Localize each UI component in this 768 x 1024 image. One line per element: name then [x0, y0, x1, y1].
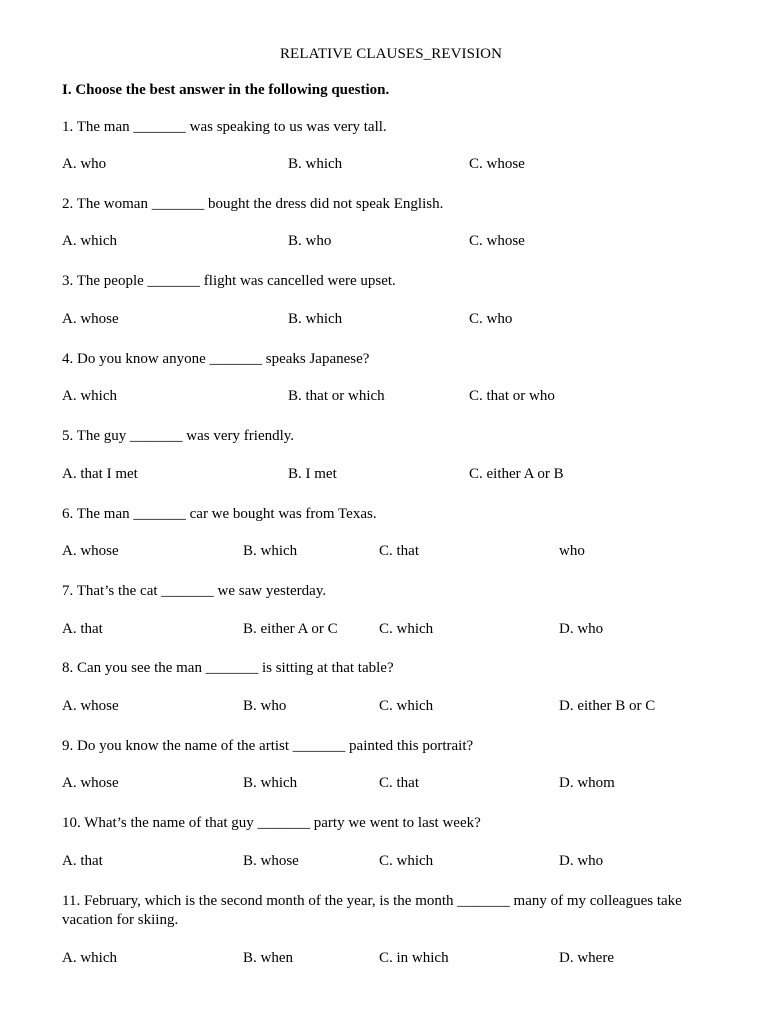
- question-6: 6. The man _______ car we bought was from Texas.: [62, 506, 377, 522]
- option-4-c: C. that or who: [469, 388, 555, 404]
- option-9-c: C. that: [379, 775, 419, 791]
- option-5-a: A. that I met: [62, 466, 138, 482]
- option-11-c: C. in which: [379, 950, 449, 966]
- option-8-a: A. whose: [62, 698, 119, 714]
- option-8-d: D. either B or C: [559, 698, 656, 714]
- option-2-c: C. whose: [469, 233, 525, 249]
- option-11-a: A. which: [62, 950, 117, 966]
- option-4-b: B. that or which: [288, 388, 385, 404]
- question-1: 1. The man _______ was speaking to us was very tall.: [62, 119, 387, 135]
- option-3-b: B. which: [288, 311, 343, 327]
- option-1-b: B. which: [288, 156, 343, 172]
- question-7: 7. That’s the cat _______ we saw yesterday.: [62, 583, 327, 599]
- question-3: 3. The people _______ flight was cancelled were upset.: [62, 273, 396, 289]
- option-7-b: B. either A or C: [243, 621, 338, 637]
- option-1-a: A. who: [62, 156, 107, 172]
- option-5-b: B. I met: [288, 466, 337, 482]
- option-7-d: D. who: [559, 621, 604, 637]
- option-2-b: B. who: [288, 233, 332, 249]
- option-4-a: A. which: [62, 388, 117, 404]
- worksheet-title: RELATIVE CLAUSES_REVISION: [279, 46, 503, 62]
- option-10-d: D. who: [559, 853, 604, 869]
- option-3-c: C. who: [469, 311, 513, 327]
- option-9-a: A. whose: [62, 775, 119, 791]
- option-5-c: C. either A or B: [469, 466, 564, 482]
- question-2: 2. The woman _______ bought the dress did not speak English.: [62, 196, 444, 212]
- option-8-b: B. who: [243, 698, 287, 714]
- option-10-c: C. which: [379, 853, 434, 869]
- option-6-c: C. that: [379, 543, 419, 559]
- option-11-d: D. where: [559, 950, 614, 966]
- option-10-a: A. that: [62, 853, 103, 869]
- option-6-d: who: [559, 543, 585, 559]
- question-10: 10. What’s the name of that guy _______ party we went to last week?: [62, 815, 481, 831]
- question-11: 11. February, which is the second month of the year, is the month _______ many of my colleagues take vacation for skiing.: [62, 893, 682, 928]
- option-7-c: C. which: [379, 621, 434, 637]
- option-9-d: D. whom: [559, 775, 615, 791]
- option-11-b: B. when: [243, 950, 293, 966]
- option-1-c: C. whose: [469, 156, 525, 172]
- option-10-b: B. whose: [243, 853, 299, 869]
- option-7-a: A. that: [62, 621, 103, 637]
- question-4: 4. Do you know anyone _______ speaks Japanese?: [62, 351, 370, 367]
- question-5: 5. The guy _______ was very friendly.: [62, 428, 295, 444]
- question-8: 8. Can you see the man _______ is sitting at that table?: [62, 660, 394, 676]
- option-2-a: A. which: [62, 233, 117, 249]
- option-6-a: A. whose: [62, 543, 119, 559]
- option-6-b: B. which: [243, 543, 298, 559]
- option-8-c: C. which: [379, 698, 434, 714]
- section-heading: I. Choose the best answer in the following question.: [62, 82, 390, 98]
- option-9-b: B. which: [243, 775, 298, 791]
- option-3-a: A. whose: [62, 311, 119, 327]
- question-9: 9. Do you know the name of the artist _______ painted this portrait?: [62, 738, 474, 754]
